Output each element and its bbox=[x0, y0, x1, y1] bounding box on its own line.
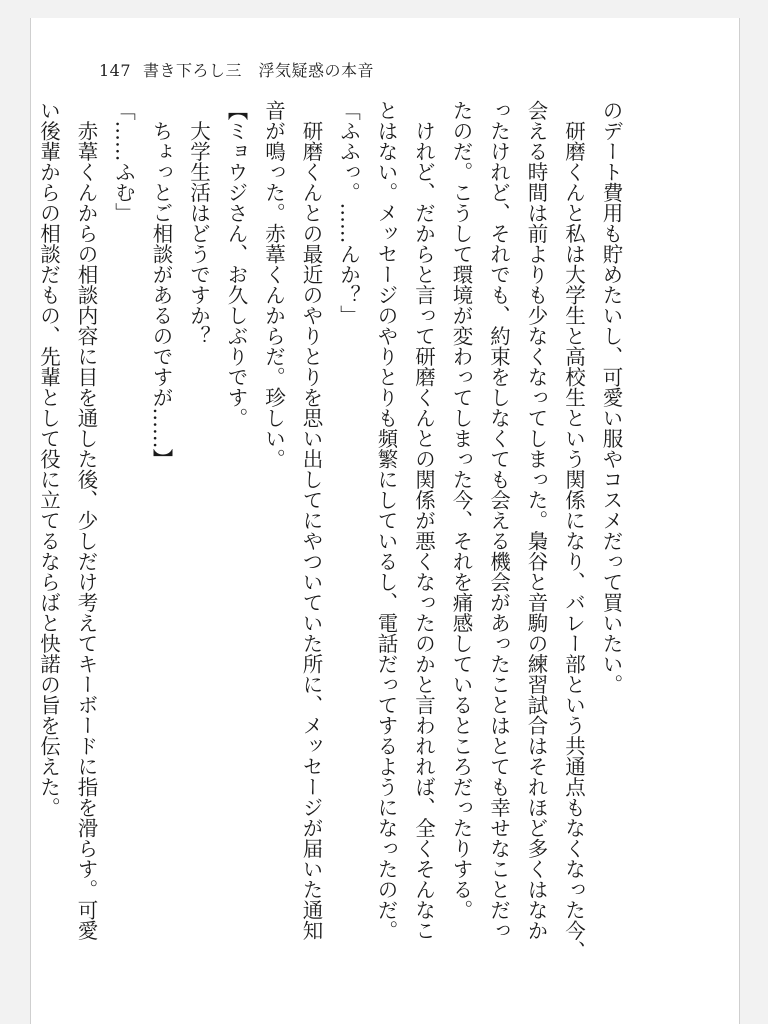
page-number: 147 bbox=[99, 61, 132, 80]
text-line: 「……ふむ」 bbox=[111, 100, 136, 223]
book-page bbox=[30, 18, 740, 1024]
text-line: 研磨くんとの最近のやりとりを思い出してにやついていた所に、メッセージが届いた通知 bbox=[299, 100, 323, 941]
text-line: 「ふふっ。……んか？」 bbox=[336, 100, 361, 326]
text-line: 赤葦くんからの相談内容に目を通した後、少しだけ考えてキーボードに指を滑らす。可愛 bbox=[74, 100, 98, 941]
text-line: ちょっとご相談があるのですが……】 bbox=[149, 100, 173, 469]
text-line: い後輩からの相談だもの、先輩として役に立てるならばと快諾の旨を伝えた。 bbox=[36, 100, 61, 818]
chapter-title: 書き下ろし三 浮気疑惑の本音 bbox=[143, 61, 375, 80]
text-line: 大学生活はどうですか？ bbox=[186, 100, 211, 346]
text-line: とはない。メッセージのやりとりも頻繁にしているし、電話だってするようになったのだ。 bbox=[374, 100, 398, 941]
text-line: たのだ。こうして環境が変わってしまった今、それを痛感しているところだったりする。 bbox=[449, 100, 473, 920]
text-line: ったけれど、それでも、約束をしなくても会える機会があったことはとても幸せなことだっ bbox=[486, 100, 511, 941]
text-line: 【ミョウジさん、お久しぶりです。 bbox=[224, 100, 248, 428]
running-header bbox=[99, 58, 374, 81]
vertical-body-text bbox=[29, 100, 629, 1000]
text-line: 研磨くんと私は大学生と高校生という関係になり、バレー部という共通点もなくなった今、 bbox=[561, 100, 586, 961]
text-line: 会える時間は前よりも少なくなってしまった。梟谷と音駒の練習試合はそれほど多くはなか bbox=[524, 100, 548, 941]
text-line: 音が鳴った。赤葦くんからだ。珍しい。 bbox=[261, 100, 286, 469]
text-line: のデート費用も貯めたいし、可愛い服やコスメだって買いたい。 bbox=[599, 100, 623, 695]
text-line: けれど、だからと言って研磨くんとの関係が悪くなったのかと言われれば、全くそんなこ bbox=[411, 100, 436, 941]
